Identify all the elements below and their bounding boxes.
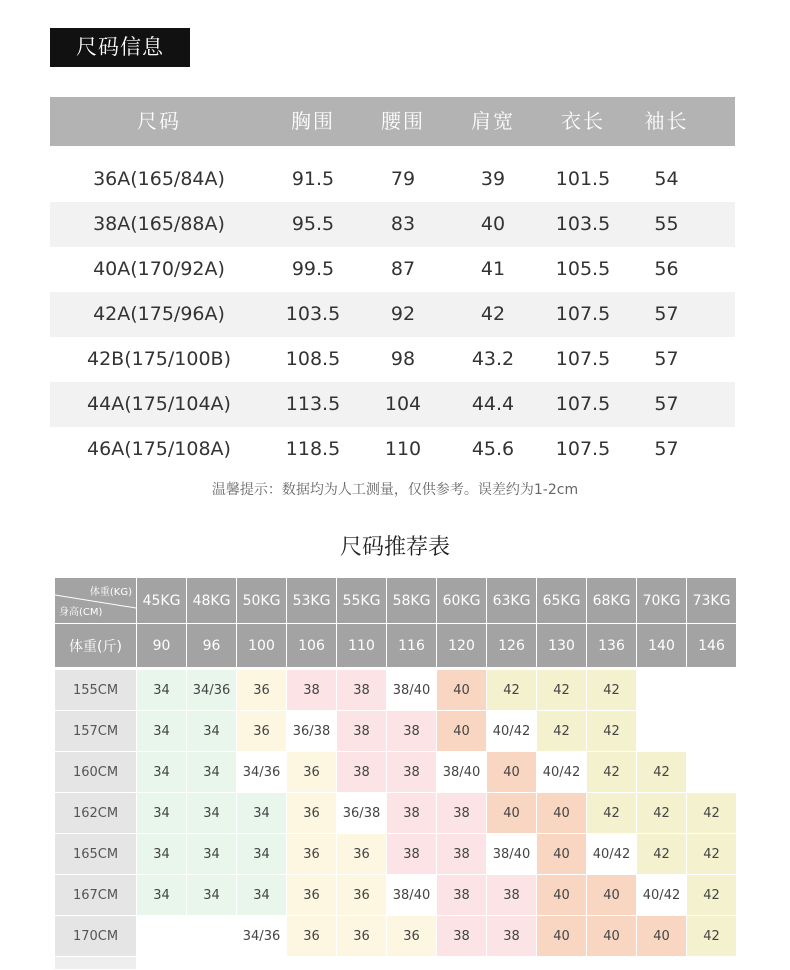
header-waist: 腰围 xyxy=(381,109,425,133)
weight-kg-header: 48KG xyxy=(187,578,236,623)
weight-jin-header: 96 xyxy=(187,624,236,667)
size-recommend-cell: 38 xyxy=(387,834,436,874)
size-recommend-cell: 34/36 xyxy=(237,916,286,956)
size-cell-length: 107.5 xyxy=(555,438,611,460)
size-recommend-cell: 38/40 xyxy=(387,875,436,915)
weight-jin-header: 100 xyxy=(237,624,286,667)
size-recommend-cell: 40 xyxy=(437,711,486,751)
size-recommend-cell: 38/40 xyxy=(487,834,536,874)
size-cell-size: 42B(175/100B) xyxy=(86,348,231,370)
corner-height-label: 身高(CM) xyxy=(59,607,103,618)
size-cell-chest: 118.5 xyxy=(285,438,341,460)
size-cell-waist: 92 xyxy=(390,303,416,325)
cut-off-cell xyxy=(55,957,136,969)
size-cell-size: 42A(175/96A) xyxy=(93,303,225,325)
size-recommend-cell: 38 xyxy=(387,711,436,751)
size-table-body xyxy=(50,157,735,472)
size-cell-waist: 110 xyxy=(384,438,422,460)
size-recommend-cell: 36 xyxy=(337,916,386,956)
size-cell-length: 105.5 xyxy=(555,258,611,280)
size-recommend-cell: 38 xyxy=(287,670,336,710)
size-info-table xyxy=(50,97,735,472)
corner-weight-label: 体重(KG) xyxy=(89,587,132,598)
size-recommend-cell: 36 xyxy=(337,834,386,874)
header-shoulder: 肩宽 xyxy=(471,109,515,133)
weight-kg-header: 70KG xyxy=(637,578,686,623)
size-recommend-cell: 36 xyxy=(287,834,336,874)
size-recommend-cell: 36 xyxy=(287,793,336,833)
size-recommend-cell: 40 xyxy=(587,875,636,915)
weight-jin-header: 136 xyxy=(587,624,636,667)
weight-jin-header: 116 xyxy=(387,624,436,667)
size-row xyxy=(50,427,735,472)
size-recommend-cell: 38 xyxy=(337,752,386,792)
size-cell-chest: 95.5 xyxy=(291,213,335,235)
weight-kg-header: 58KG xyxy=(387,578,436,623)
size-cell-chest: 91.5 xyxy=(291,168,335,190)
size-recommend-cell: 38 xyxy=(437,834,486,874)
weight-kg-header: 68KG xyxy=(587,578,636,623)
size-cell-size: 46A(175/108A) xyxy=(87,438,231,460)
weight-kg-header: 50KG xyxy=(237,578,286,623)
size-recommend-cell: 40 xyxy=(537,793,586,833)
size-row xyxy=(50,337,735,382)
size-recommend-cell: 34/36 xyxy=(237,752,286,792)
size-recommend-cell: 36/38 xyxy=(337,793,386,833)
size-cell-size: 36A(165/84A) xyxy=(93,168,225,190)
size-recommend-cell: 34 xyxy=(187,834,236,874)
size-recommend-cell: 40 xyxy=(537,834,586,874)
size-cell-sleeve: 54 xyxy=(654,168,679,190)
height-row xyxy=(55,875,737,915)
weight-kg-header: 65KG xyxy=(537,578,586,623)
height-label: 167CM xyxy=(55,875,136,915)
measurement-tip: 温馨提示：数据均为人工测量，仅供参考。误差约为1-2cm xyxy=(211,482,579,498)
weight-jin-header: 126 xyxy=(487,624,536,667)
size-recommend-cell: 40 xyxy=(537,916,586,956)
size-cell-sleeve: 56 xyxy=(654,258,679,280)
size-recommend-cell: 34 xyxy=(237,875,286,915)
height-label: 170CM xyxy=(55,916,136,956)
recommend-title: 尺码推荐表 xyxy=(339,535,450,560)
size-cell-length: 103.5 xyxy=(555,213,611,235)
size-recommend-cell: 42 xyxy=(487,670,536,710)
size-recommend-cell: 40/42 xyxy=(587,834,636,874)
height-label: 160CM xyxy=(55,752,136,792)
size-cell-sleeve: 57 xyxy=(654,303,679,325)
weight-jin-header: 120 xyxy=(437,624,486,667)
size-recommend-cell: 42 xyxy=(587,670,636,710)
size-recommend-cell: 34 xyxy=(137,752,186,792)
size-cell-length: 107.5 xyxy=(555,393,611,415)
height-row xyxy=(55,752,737,792)
size-cell-sleeve: 57 xyxy=(654,348,679,370)
size-recommend-cell: 34 xyxy=(137,711,186,751)
size-row xyxy=(50,247,735,292)
size-recommend-cell: 38 xyxy=(437,875,486,915)
size-cell-waist: 104 xyxy=(384,393,422,415)
size-recommend-cell xyxy=(687,670,736,710)
size-recommend-table xyxy=(55,578,737,969)
size-cell-shoulder: 44.4 xyxy=(471,393,515,415)
size-recommend-cell: 36 xyxy=(337,875,386,915)
size-recommend-cell: 38 xyxy=(337,711,386,751)
height-row xyxy=(55,793,737,833)
size-cell-waist: 83 xyxy=(390,213,416,235)
size-table-header xyxy=(50,97,735,146)
size-cell-chest: 103.5 xyxy=(285,303,341,325)
size-cell-size: 38A(165/88A) xyxy=(93,213,225,235)
corner-header xyxy=(55,578,136,623)
size-cell-shoulder: 40 xyxy=(480,213,506,235)
weight-jin-header: 90 xyxy=(137,624,186,667)
size-cell-shoulder: 43.2 xyxy=(471,348,515,370)
height-label: 155CM xyxy=(55,670,136,710)
weight-kg-header: 63KG xyxy=(487,578,536,623)
height-label: 162CM xyxy=(55,793,136,833)
weight-jin-header: 106 xyxy=(287,624,336,667)
size-cell-shoulder: 45.6 xyxy=(471,438,515,460)
weight-kg-header: 55KG xyxy=(337,578,386,623)
size-recommend-cell: 36 xyxy=(287,875,336,915)
size-recommend-cell: 34 xyxy=(237,834,286,874)
size-row xyxy=(50,382,735,427)
size-recommend-cell: 42 xyxy=(587,752,636,792)
header-chest: 胸围 xyxy=(291,109,335,133)
weight-jin-header: 130 xyxy=(537,624,586,667)
size-row xyxy=(50,157,735,202)
size-cell-shoulder: 42 xyxy=(480,303,506,325)
size-recommend-cell: 38/40 xyxy=(437,752,486,792)
size-row xyxy=(50,292,735,337)
size-cell-size: 40A(170/92A) xyxy=(93,258,225,280)
size-cell-waist: 79 xyxy=(390,168,416,190)
size-recommend-cell: 34 xyxy=(237,793,286,833)
size-recommend-cell: 38/40 xyxy=(387,670,436,710)
section-title: 尺码信息 xyxy=(50,28,190,67)
size-recommend-cell: 42 xyxy=(637,752,686,792)
size-recommend-cell: 36 xyxy=(287,752,336,792)
weight-kg-header: 53KG xyxy=(287,578,336,623)
size-recommend-cell: 42 xyxy=(687,793,736,833)
size-recommend-cell: 36 xyxy=(287,916,336,956)
size-cell-sleeve: 55 xyxy=(654,213,679,235)
size-cell-length: 107.5 xyxy=(555,348,611,370)
height-row xyxy=(55,834,737,874)
weight-kg-row xyxy=(55,578,737,623)
size-cell-size: 44A(175/104A) xyxy=(87,393,231,415)
recommend-body xyxy=(55,670,737,956)
size-recommend-cell: 34 xyxy=(137,793,186,833)
size-recommend-cell: 34 xyxy=(187,752,236,792)
size-recommend-cell: 38 xyxy=(487,916,536,956)
size-recommend-cell: 34 xyxy=(187,875,236,915)
jin-label: 体重(斤) xyxy=(55,624,136,667)
header-size: 尺码 xyxy=(137,109,181,133)
weight-kg-header: 73KG xyxy=(687,578,736,623)
size-recommend-cell: 40 xyxy=(587,916,636,956)
size-recommend-cell xyxy=(187,916,236,956)
size-recommend-cell xyxy=(637,670,686,710)
size-cell-shoulder: 41 xyxy=(480,258,506,280)
size-recommend-cell: 34 xyxy=(137,834,186,874)
height-row xyxy=(55,711,737,751)
size-recommend-cell: 36 xyxy=(237,670,286,710)
header-sleeve: 袖长 xyxy=(644,109,689,133)
size-recommend-cell: 42 xyxy=(637,834,686,874)
size-recommend-cell: 42 xyxy=(687,875,736,915)
size-row xyxy=(50,202,735,247)
weight-jin-header: 110 xyxy=(337,624,386,667)
weight-kg-header: 60KG xyxy=(437,578,486,623)
size-recommend-cell: 42 xyxy=(637,793,686,833)
size-recommend-cell: 40/42 xyxy=(637,875,686,915)
height-row xyxy=(55,916,737,956)
size-recommend-cell: 42 xyxy=(687,916,736,956)
size-recommend-cell: 38 xyxy=(387,752,436,792)
size-recommend-cell: 40/42 xyxy=(487,711,536,751)
size-recommend-cell: 40 xyxy=(437,670,486,710)
size-cell-chest: 99.5 xyxy=(291,258,335,280)
size-recommend-cell: 38 xyxy=(387,793,436,833)
size-recommend-cell: 40 xyxy=(537,875,586,915)
size-recommend-cell xyxy=(137,916,186,956)
size-cell-sleeve: 57 xyxy=(654,438,679,460)
size-recommend-cell: 42 xyxy=(587,793,636,833)
size-recommend-cell: 36 xyxy=(237,711,286,751)
size-recommend-cell: 42 xyxy=(537,670,586,710)
weight-jin-header: 140 xyxy=(637,624,686,667)
size-recommend-cell: 34/36 xyxy=(187,670,236,710)
size-cell-waist: 98 xyxy=(390,348,416,370)
size-recommend-cell: 36 xyxy=(387,916,436,956)
height-row xyxy=(55,670,737,710)
size-recommend-cell: 34 xyxy=(187,711,236,751)
size-recommend-cell: 34 xyxy=(187,793,236,833)
size-recommend-cell: 34 xyxy=(137,670,186,710)
size-recommend-cell: 40/42 xyxy=(537,752,586,792)
cut-off-row xyxy=(55,957,737,969)
size-recommend-cell: 40 xyxy=(487,752,536,792)
size-recommend-cell xyxy=(687,711,736,751)
size-recommend-cell xyxy=(637,711,686,751)
size-recommend-cell xyxy=(687,752,736,792)
size-cell-chest: 108.5 xyxy=(285,348,341,370)
header-length: 衣长 xyxy=(561,109,605,133)
size-cell-sleeve: 57 xyxy=(654,393,679,415)
size-cell-chest: 113.5 xyxy=(285,393,341,415)
size-recommend-cell: 36/38 xyxy=(287,711,336,751)
size-recommend-cell: 38 xyxy=(437,916,486,956)
size-cell-length: 101.5 xyxy=(555,168,611,190)
size-recommend-cell: 42 xyxy=(687,834,736,874)
size-recommend-cell: 38 xyxy=(487,875,536,915)
height-label: 157CM xyxy=(55,711,136,751)
size-cell-length: 107.5 xyxy=(555,303,611,325)
size-recommend-cell: 38 xyxy=(437,793,486,833)
size-recommend-cell: 42 xyxy=(587,711,636,751)
size-cell-shoulder: 39 xyxy=(480,168,506,190)
size-recommend-cell: 34 xyxy=(137,875,186,915)
size-recommend-cell: 42 xyxy=(537,711,586,751)
weight-jin-row xyxy=(55,624,737,667)
size-recommend-cell: 40 xyxy=(637,916,686,956)
size-recommend-cell: 40 xyxy=(487,793,536,833)
height-label: 165CM xyxy=(55,834,136,874)
size-recommend-cell: 38 xyxy=(337,670,386,710)
size-cell-waist: 87 xyxy=(390,258,416,280)
weight-kg-header: 45KG xyxy=(137,578,186,623)
weight-jin-header: 146 xyxy=(687,624,736,667)
